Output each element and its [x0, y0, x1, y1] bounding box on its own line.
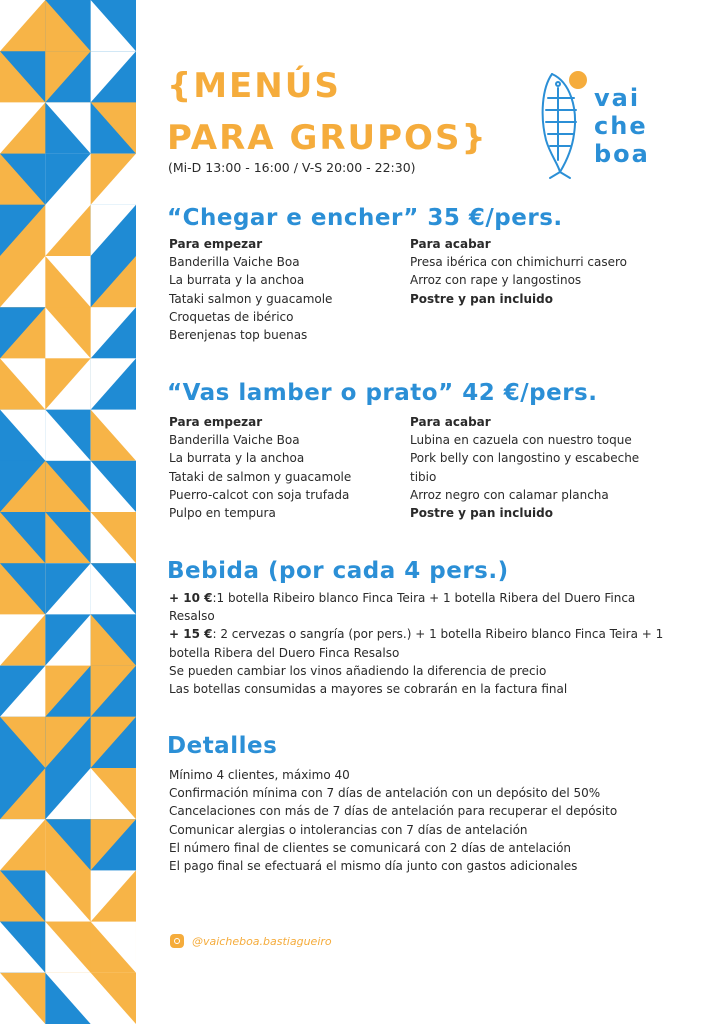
- menu1-left-item: Banderilla Vaiche Boa: [169, 255, 300, 270]
- instagram-handle: @vaicheboa.bastiagueiro: [192, 934, 332, 948]
- drinks-option-15: + 15 €: 2 cervezas o sangría (por pers.) + 1 botella Ribeiro blanco Finca Teira + 1 botella Ribera del Duero Finca Resalso: [169, 627, 664, 660]
- details-title: Detalles: [167, 733, 278, 759]
- details-item: Cancelaciones con más de 7 días de antelación para recuperar el depósito: [169, 804, 618, 819]
- menu1-right-item: Presa ibérica con chimichurri casero: [410, 255, 627, 270]
- details-item: El número final de clientes se comunicará con 2 días de antelación: [169, 840, 572, 855]
- drinks-option-10: + 10 €:1 botella Ribeiro blanco Finca Teira + 1 botella Ribera del Duero Finca Resalso: [169, 591, 636, 624]
- menu2-left-heading: Para empezar: [169, 415, 263, 429]
- menu1-right-item: Arroz con rape y langostinos: [410, 273, 582, 288]
- instagram-icon: [170, 934, 184, 948]
- menu1-left-heading: Para empezar: [169, 237, 263, 251]
- menu1-right-heading: Para acabar: [410, 237, 491, 251]
- menu1-left-item: Tataki salmon y guacamole: [169, 291, 333, 306]
- menu1-left-column: [169, 235, 409, 344]
- menu2-left-item: La burrata y la anchoa: [169, 451, 305, 466]
- menu1-left-item: Berenjenas top buenas: [169, 328, 308, 343]
- menu2-right-column: [410, 413, 650, 522]
- drinks-block: [169, 589, 669, 698]
- opening-hours: (Mi-D 13:00 - 16:00 / V-S 20:00 - 22:30): [168, 160, 416, 175]
- menu1-right-column: [410, 235, 650, 308]
- menu1-title: “Chegar e encher” 35 €/pers.: [167, 205, 563, 231]
- menu2-right-item: tibio: [410, 469, 437, 484]
- menu1-dessert-note: Postre y pan incluido: [410, 291, 553, 306]
- menu2-right-item: Pork belly con langostino y escabeche: [410, 451, 640, 466]
- details-item: Confirmación mínima con 7 días de antelación con un depósito del 50%: [169, 786, 601, 801]
- menu2-left-item: Pulpo en tempura: [169, 506, 276, 521]
- menu1-left-item: La burrata y la anchoa: [169, 273, 305, 288]
- details-item: Comunicar alergias o intolerancias con 7 días de antelación: [169, 822, 528, 837]
- page-title: {MENÚS PARA GRUPOS}: [167, 66, 488, 158]
- menu2-right-item: Arroz negro con calamar plancha: [410, 487, 609, 502]
- menu2-title: “Vas lamber o prato” 42 €/pers.: [167, 380, 598, 406]
- drinks-note: Se pueden cambiar los vinos añadiendo la diferencia de precio: [169, 663, 547, 678]
- brand-logo-text: vai che boa: [594, 84, 650, 168]
- details-list: [169, 766, 669, 875]
- geometric-pattern: [0, 0, 136, 1024]
- drinks-note: Las botellas consumidas a mayores se cobrarán en la factura final: [169, 682, 568, 697]
- drinks-title: Bebida (por cada 4 pers.): [167, 558, 509, 584]
- instagram-link[interactable]: [170, 934, 332, 948]
- menu2-left-column: [169, 413, 409, 522]
- menu2-left-item: Tataki de salmon y guacamole: [169, 469, 352, 484]
- menu2-dessert-note: Postre y pan incluido: [410, 506, 553, 521]
- details-item: Mínimo 4 clientes, máximo 40: [169, 768, 350, 782]
- menu1-left-item: Croquetas de ibérico: [169, 309, 294, 324]
- menu2-right-heading: Para acabar: [410, 415, 491, 429]
- menu2-right-item: Lubina en cazuela con nuestro toque: [410, 433, 632, 448]
- menu2-left-item: Puerro-calcot con soja trufada: [169, 487, 350, 502]
- details-item: El pago final se efectuará el mismo día junto con gastos adicionales: [169, 859, 578, 874]
- menu2-left-item: Banderilla Vaiche Boa: [169, 433, 300, 448]
